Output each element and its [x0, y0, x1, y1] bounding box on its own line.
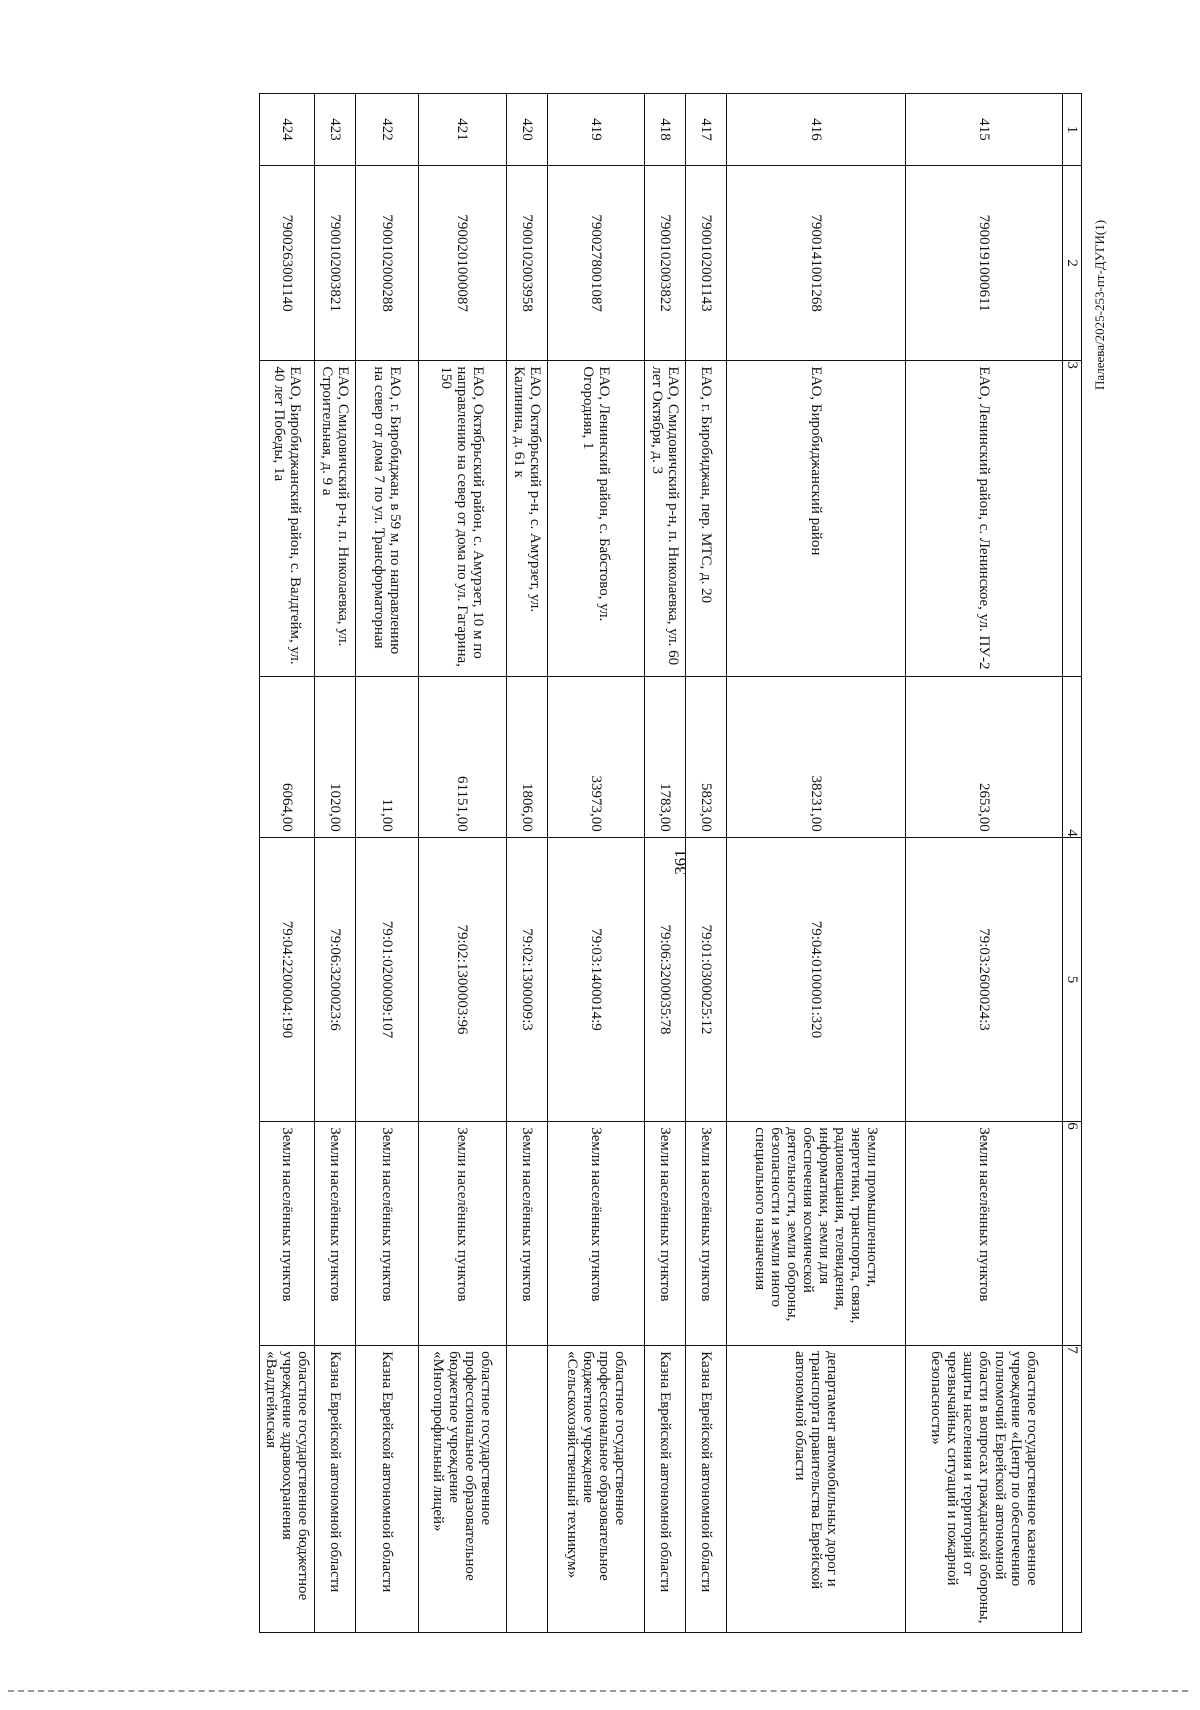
area: 38231,00: [727, 676, 906, 837]
address: ЕАО, г. Биробиджан, в 59 м, по направлению на север от дома 7 по ул. Трансформаторная: [356, 361, 419, 676]
area: 11,00: [356, 676, 419, 837]
address: ЕАО, Ленинский район, с. Бабстово, ул. Огородняя, 1: [548, 361, 645, 676]
row-number: 418: [645, 94, 686, 166]
land-category: Земли населённых пунктов: [686, 1122, 727, 1346]
row-number: 421: [419, 94, 507, 166]
address: ЕАО, Смидовичский р-н, п. Николаевка, ул. 60 лет Октября, д. 3: [645, 361, 686, 676]
area: 6064,00: [260, 676, 315, 837]
header-col-2: 2: [1063, 165, 1082, 360]
cadastral-number: 79:02:1300009:3: [507, 837, 548, 1121]
registry-code: 7900201000087: [419, 165, 507, 360]
land-category: Земли населённых пунктов: [315, 1122, 356, 1346]
land-registry-table: [259, 93, 1082, 1633]
rights-holder: Казна Еврейской автономной области: [356, 1346, 419, 1633]
cadastral-number: 79:06:3200023:6: [315, 837, 356, 1121]
table-row: [548, 94, 645, 1633]
registry-code: 7900102003821: [315, 165, 356, 360]
registry-code: 7900141001268: [727, 165, 906, 360]
cadastral-number: 79:04:0100001:320: [727, 837, 906, 1121]
registry-code: 7900102003958: [507, 165, 548, 360]
header-col-5: 5: [1063, 837, 1082, 1121]
land-category: Земли населённых пунктов: [548, 1122, 645, 1346]
area: 1806,00: [507, 676, 548, 837]
registry-code: 7900102001143: [686, 165, 727, 360]
page-number: 361: [670, 849, 690, 875]
cadastral-number: 79:01:0200009:107: [356, 837, 419, 1121]
area: 2653,00: [906, 676, 1063, 837]
registry-code: 7900102000288: [356, 165, 419, 360]
row-number: 423: [315, 94, 356, 166]
area: 61151,00: [419, 676, 507, 837]
cadastral-number: 79:01:0300025:12: [686, 837, 727, 1121]
address: ЕАО, Октябрьский р-н, с. Амурзет, ул. Калинина, д. 61 к: [507, 361, 548, 676]
address: ЕАО, Биробиджанский район: [727, 361, 906, 676]
address: ЕАО, Смидовичский р-н, п. Николаевка, ул. Строительная, д. 9 а: [315, 361, 356, 676]
area: 33973,00: [548, 676, 645, 837]
table-row: [315, 94, 356, 1633]
row-number: 415: [906, 94, 1063, 166]
table-row: [356, 94, 419, 1633]
rights-holder: областное государственное казенное учреждение «Центр по обеспечению полномочий Еврейской автономной области в вопросах гражданской обороны, защиты населения и территорий от чрезвычайных ситуаций и пожарной безопасности»: [906, 1346, 1063, 1633]
area: 5823,00: [686, 676, 727, 837]
cadastral-number: 79:06:3200035:78: [645, 837, 686, 1121]
land-category: Земли населённых пунктов: [419, 1122, 507, 1346]
registry-code: 7900191000611: [906, 165, 1063, 360]
address: ЕАО, Ленинский район, с. Ленинское, ул. ПУ-2: [906, 361, 1063, 676]
rights-holder: Казна Еврейской автономной области: [686, 1346, 727, 1633]
rights-holder: Казна Еврейской автономной области: [645, 1346, 686, 1633]
row-number: 420: [507, 94, 548, 166]
area: 1783,00: [645, 676, 686, 837]
address: ЕАО, Биробиджанский район, с. Валдгейм, ул. 40 лет Победы, 1а: [260, 361, 315, 676]
row-number: 417: [686, 94, 727, 166]
table-row: [906, 94, 1063, 1633]
table-row: [727, 94, 906, 1633]
rights-holder: [507, 1346, 548, 1633]
land-category: Земли населённых пунктов: [507, 1122, 548, 1346]
registry-code: 7900278001087: [548, 165, 645, 360]
table-row: [260, 94, 315, 1633]
land-category: Земли населённых пунктов: [906, 1122, 1063, 1346]
land-category: Земли населённых пунктов: [356, 1122, 419, 1346]
row-number: 416: [727, 94, 906, 166]
address: ЕАО, Октябрьский район, с. Амурзет, 10 м по направлению на север от дома по ул. Гагарина, 150: [419, 361, 507, 676]
land-category: Земли населённых пунктов: [260, 1122, 315, 1346]
row-number: 422: [356, 94, 419, 166]
table-row: [507, 94, 548, 1633]
table-row: [419, 94, 507, 1633]
cadastral-number: 79:04:2200004:190: [260, 837, 315, 1121]
address: ЕАО, г. Биробиджан, пер. МТС, д. 20: [686, 361, 727, 676]
table-row: [645, 94, 686, 1633]
rights-holder: областное государственное профессиональное образовательное бюджетное учреждение «Многопрофильный лицей»: [419, 1346, 507, 1633]
header-col-6: 6: [1063, 1122, 1082, 1346]
rotated-table-container: [105, 93, 1082, 1633]
area: 1020,00: [315, 676, 356, 837]
land-category: Земли промышленности, энергетики, транспорта, связи, радиовещания, телевидения, информатики, земли для обеспечения космической деятельности, земли обороны, безопасности и земли иного специального назначения: [727, 1122, 906, 1346]
cadastral-number: 79:03:2600024:3: [906, 837, 1063, 1121]
land-category: Земли населённых пунктов: [645, 1122, 686, 1346]
cadastral-number: 79:02:1300003:96: [419, 837, 507, 1121]
registry-code: 7900263001140: [260, 165, 315, 360]
header-col-7: 7: [1063, 1346, 1082, 1633]
scan-edge-line: [8, 1690, 1188, 1695]
row-number: 424: [260, 94, 315, 166]
row-number: 419: [548, 94, 645, 166]
rights-holder: Казна Еврейской автономной области: [315, 1346, 356, 1633]
rights-holder: областное государственное бюджетное учреждение здравоохранения «Валдгеймская: [260, 1346, 315, 1633]
cadastral-number: 79:03:1400014:9: [548, 837, 645, 1121]
header-col-4: 4: [1063, 676, 1082, 837]
rights-holder: областное государственное профессиональное образовательное бюджетное учреждение «Сельскохозяйственный техникум»: [548, 1346, 645, 1633]
header-col-1: 1: [1063, 94, 1082, 166]
header-col-3: 3: [1063, 361, 1082, 676]
header-row: [1063, 94, 1082, 1633]
rights-holder: департамент автомобильных дорог и транспорта правительства Еврейской автономной области: [727, 1346, 906, 1633]
table-row: [686, 94, 727, 1633]
document-code: Палеева/2025-253-пт-ДУГИ(1): [1092, 219, 1107, 390]
registry-code: 7900102003822: [645, 165, 686, 360]
